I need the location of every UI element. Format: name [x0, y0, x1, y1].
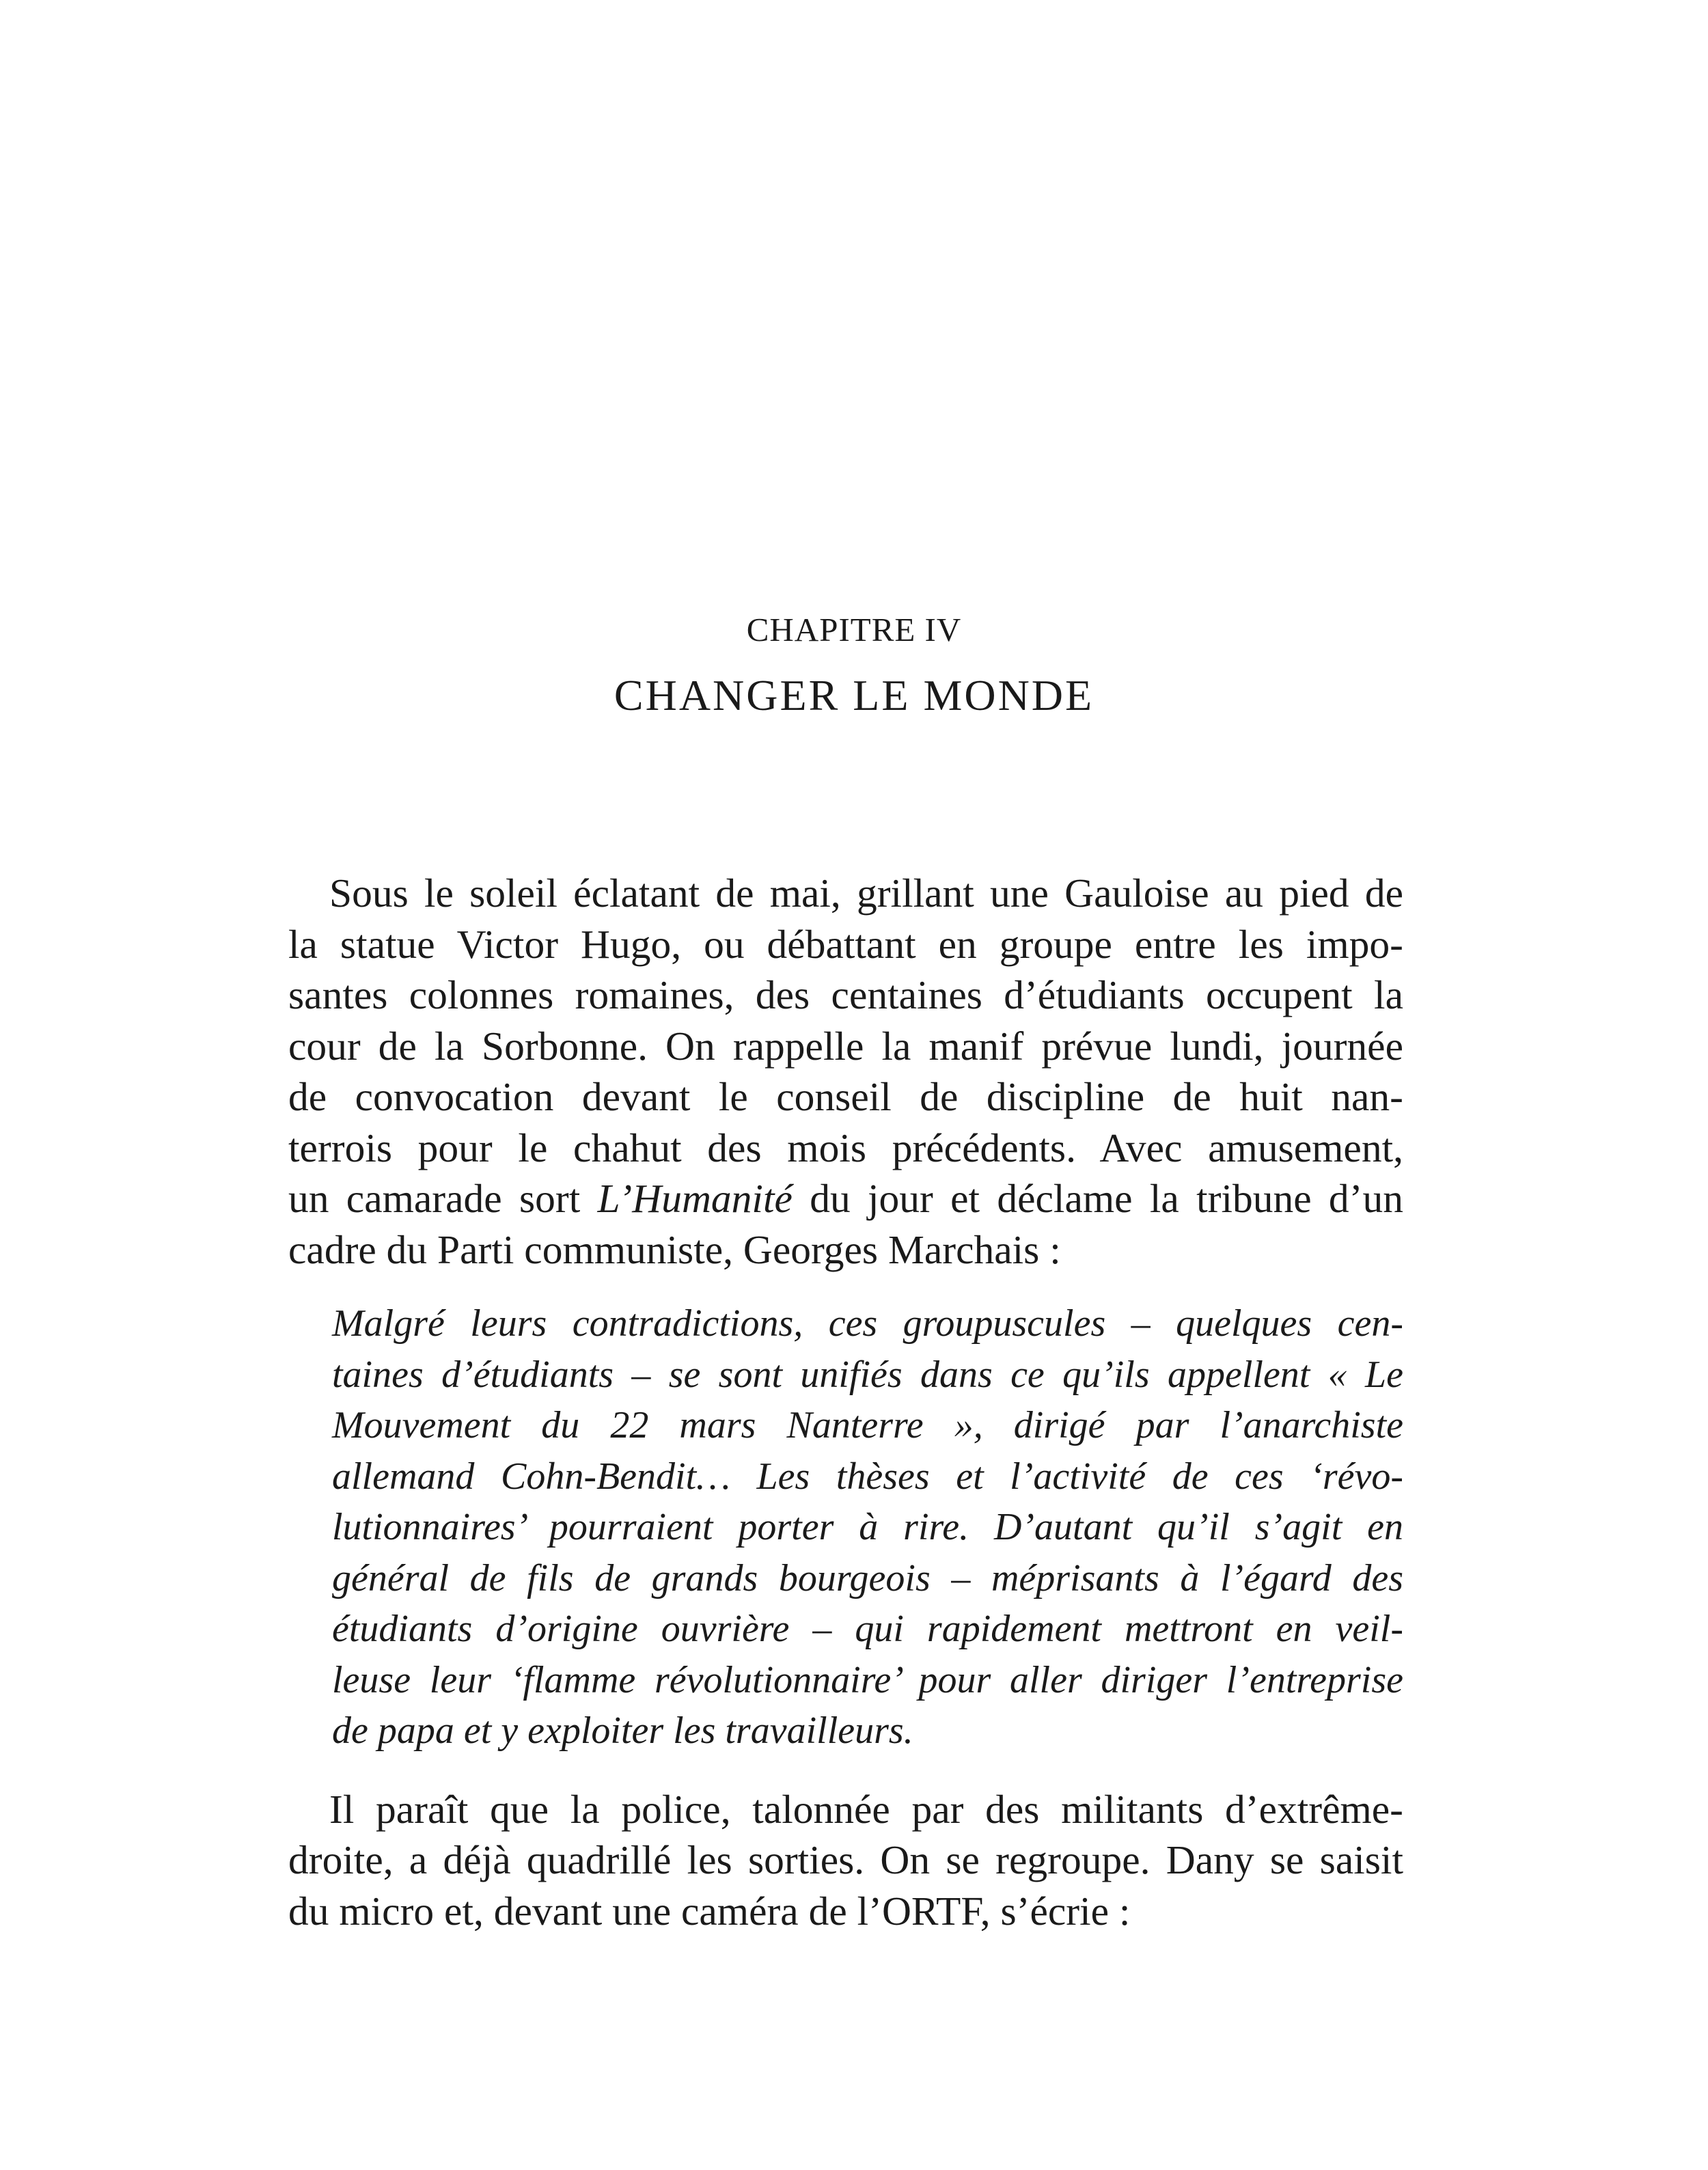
quote-line: taines d’étudiants – se sont unifiés dans ce qu’ils appellent « Le	[332, 1353, 1403, 1396]
text-fragment: du jour et déclame la tribune d’un	[792, 1176, 1403, 1221]
text-line: du micro et, devant une caméra de l’ORTF, s’écrie :	[288, 1888, 1131, 1934]
text-line: cour de la Sorbonne. On rappelle la manif prévue lundi, journée	[288, 1023, 1403, 1069]
quote-line: leuse leur ‘flamme révolutionnaire’ pour aller diriger l’entreprise	[332, 1658, 1403, 1701]
block-quote	[288, 1298, 1403, 1757]
paragraph-1	[288, 868, 1403, 1275]
chapter-title: CHANGER LE MONDE	[614, 671, 1094, 719]
text-line: cadre du Parti communiste, Georges Marchais :	[288, 1226, 1061, 1272]
quote-line: de papa et y exploiter les travailleurs.	[332, 1709, 913, 1752]
text-line: santes colonnes romaines, des centaines d’étudiants occupent la	[288, 972, 1403, 1017]
text-line: Sous le soleil éclatant de mai, grillant une Gauloise au pied de	[329, 870, 1403, 916]
quote-line: allemand Cohn-Bendit… Les thèses et l’activité de ces ‘révo-	[332, 1455, 1403, 1498]
quote-line: Mouvement du 22 mars Nanterre », dirigé par l’anarchiste	[332, 1404, 1403, 1446]
newspaper-title: L’Humanité	[597, 1176, 793, 1221]
page-body	[288, 868, 1403, 1936]
text-line	[288, 1173, 1403, 1224]
text-line: droite, a déjà quadrillé les sorties. On se regroupe. Dany se saisit	[288, 1837, 1403, 1882]
quote-line: général de fils de grands bourgeois – méprisants à l’égard des	[332, 1556, 1403, 1599]
quote-line: lutionnaires’ pourraient porter à rire. D’autant qu’il s’agit en	[332, 1506, 1403, 1548]
text-line: Il paraît que la police, talonnée par des militants d’extrême-	[329, 1786, 1403, 1832]
chapter-label: CHAPITRE IV	[746, 611, 962, 648]
text-line: la statue Victor Hugo, ou débattant en groupe entre les impo-	[288, 921, 1403, 967]
text-line: de convocation devant le conseil de discipline de huit nan-	[288, 1074, 1403, 1119]
text-fragment: un camarade sort	[288, 1176, 598, 1221]
quote-line: étudiants d’origine ouvrière – qui rapidement mettront en veil-	[332, 1608, 1403, 1650]
quote-line: Malgré leurs contradictions, ces groupuscules – quelques cen-	[332, 1302, 1403, 1345]
text-line: terrois pour le chahut des mois précédents. Avec amusement,	[288, 1125, 1403, 1170]
paragraph-2	[288, 1784, 1403, 1937]
